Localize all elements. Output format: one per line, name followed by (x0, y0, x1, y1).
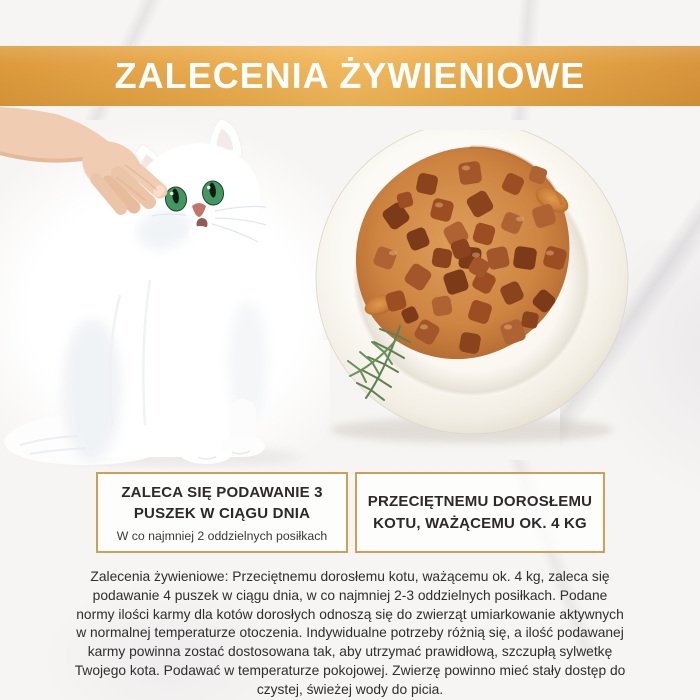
target-cat-box (355, 472, 605, 553)
cat-and-hand-illustration (0, 105, 330, 470)
hero-illustration (0, 105, 700, 470)
food-plate-illustration (300, 130, 660, 470)
recommended-portions-box (96, 472, 348, 553)
portions-title-line-1: ZALECA SIĘ PODAWANIE 3 (121, 483, 323, 501)
nutrition-banner (0, 46, 700, 106)
target-cat-line-1: PRZECIĘTNEMU DOROSŁEMU (367, 493, 593, 511)
feeding-guidelines-paragraph: Zalecenia żywieniowe: Przeciętnemu dorosłemu kotu, ważącemu ok. 4 kg, zaleca się podawanie 4 puszek w ciągu dnia, w co najmniej 2-3 oddzielnych posiłkach. Podane normy ilości karmy dla kotów dorosłych odnoszą się do zwierząt umiarkowanie aktywnych w normalnej temperaturze otoczenia. Indywidualne potrzeby różnią się, a ilość podawanej karmy powinna zostać dostosowana tak, aby utrzymać prawidłową, szczupłą sylwetkę Twojego kota. Podawać w temperaturze pokojowej. Zwierzę powinno mieć stały dostęp do czystej, świeżej wody do picia. (74, 569, 626, 697)
portions-subtitle: W co najmniej 2 oddzielnych posiłkach (116, 529, 328, 544)
banner-title: ZALECENIA ŻYWIENIOWE (114, 55, 586, 96)
target-cat-line-2: KOTU, WAŻĄCEMU OK. 4 KG (373, 514, 587, 532)
portions-title-line-2: PUSZEK W CIĄGU DNIA (133, 505, 311, 522)
